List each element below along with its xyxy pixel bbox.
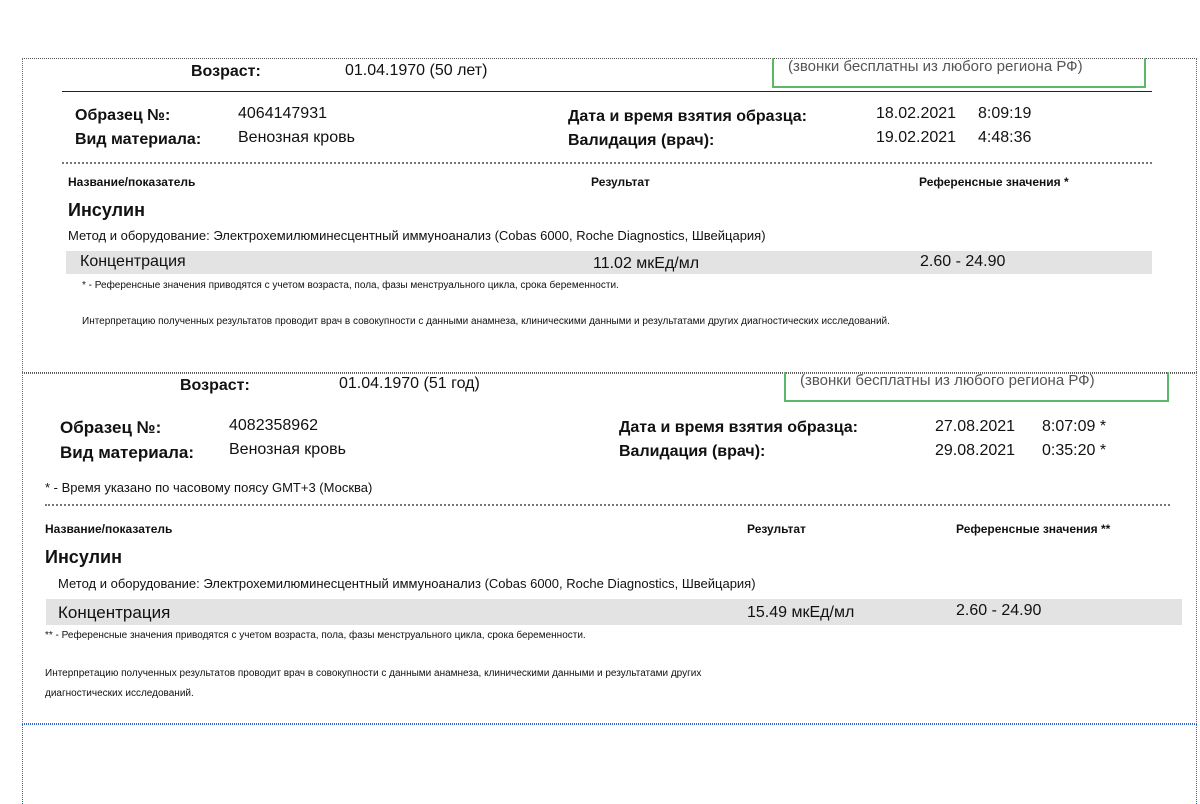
header-divider	[62, 91, 1152, 92]
sample-time: 8:09:19	[978, 105, 1032, 122]
material-value: Венозная кровь	[229, 441, 346, 458]
sample-datetime-label: Дата и время взятия образца:	[568, 108, 807, 125]
sample-value: 4064147931	[238, 105, 327, 122]
interpretation-note-line1: Интерпретацию полученных результатов проводит врач в совокупности с данными анамнеза, клиническими данными и результатами других	[45, 668, 702, 679]
material-label: Вид материала:	[75, 131, 202, 148]
dotted-divider	[62, 162, 1152, 164]
dotted-divider	[45, 504, 1170, 506]
material-value: Венозная кровь	[238, 129, 355, 146]
sample-time: 8:07:09 *	[1042, 418, 1107, 435]
parameter-name: Концентрация	[80, 253, 186, 270]
interpretation-note: Интерпретацию полученных результатов проводит врач в совокупности с данными анамнеза, клиническими данными и результатами других диагностических исследований.	[82, 316, 890, 327]
validation-label: Валидация (врач):	[619, 443, 766, 460]
sample-label: Образец №:	[75, 107, 171, 124]
validation-date: 19.02.2021	[876, 129, 957, 146]
validation-time: 0:35:20 *	[1042, 442, 1107, 459]
validation-date: 29.08.2021	[935, 442, 1016, 459]
column-header-name: Название/показатель	[45, 522, 173, 536]
timezone-note: * - Время указано по часовому поясу GMT+3 (Москва)	[45, 480, 373, 495]
age-label: Возраст:	[191, 63, 261, 80]
column-header-result: Результат	[747, 522, 806, 536]
phone-note: (звонки бесплатны из любого региона РФ)	[800, 372, 1095, 389]
age-value: 01.04.1970 (50 лет)	[345, 62, 488, 79]
parameter-reference: 2.60 - 24.90	[920, 253, 1006, 270]
material-label: Вид материала:	[60, 443, 195, 462]
report-page-3	[22, 724, 1197, 804]
parameter-result: 15.49 мкЕд/мл	[747, 604, 855, 621]
validation-label: Валидация (врач):	[568, 132, 715, 149]
reference-footnote: ** - Референсные значения приводятся с учетом возраста, пола, фазы менструального цикла, срока беременности.	[45, 630, 586, 641]
sample-date: 27.08.2021	[935, 418, 1016, 435]
parameter-result: 11.02 мкЕд/мл	[593, 255, 700, 272]
validation-time: 4:48:36	[978, 129, 1032, 146]
age-value: 01.04.1970 (51 год)	[339, 375, 480, 392]
method-text: Метод и оборудование: Электрохемилюминесцентный иммуноанализ (Cobas 6000, Roche Diagnostics, Швейцария)	[58, 576, 756, 591]
column-header-reference: Референсные значения **	[956, 522, 1111, 536]
reference-footnote: * - Референсные значения приводятся с учетом возраста, пола, фазы менструального цикла, срока беременности.	[82, 280, 619, 291]
phone-note-box	[784, 372, 1169, 402]
sample-datetime-label: Дата и время взятия образца:	[619, 419, 858, 436]
column-header-reference: Референсные значения *	[919, 175, 1069, 189]
parameter-reference: 2.60 - 24.90	[956, 602, 1042, 619]
test-name: Инсулин	[68, 200, 145, 220]
phone-note-box	[772, 58, 1146, 88]
interpretation-note-line2: диагностических исследований.	[45, 688, 194, 699]
test-name: Инсулин	[45, 547, 122, 567]
age-label: Возраст:	[180, 377, 250, 394]
column-header-name: Название/показатель	[68, 175, 196, 189]
sample-value: 4082358962	[229, 417, 318, 434]
phone-note: (звонки бесплатны из любого региона РФ)	[788, 58, 1083, 75]
sample-date: 18.02.2021	[876, 105, 957, 122]
method-text: Метод и оборудование: Электрохемилюминесцентный иммуноанализ (Cobas 6000, Roche Diagnostics, Швейцария)	[68, 228, 766, 243]
sample-label: Образец №:	[60, 418, 162, 437]
parameter-name: Концентрация	[58, 603, 171, 622]
column-header-result: Результат	[591, 175, 650, 189]
